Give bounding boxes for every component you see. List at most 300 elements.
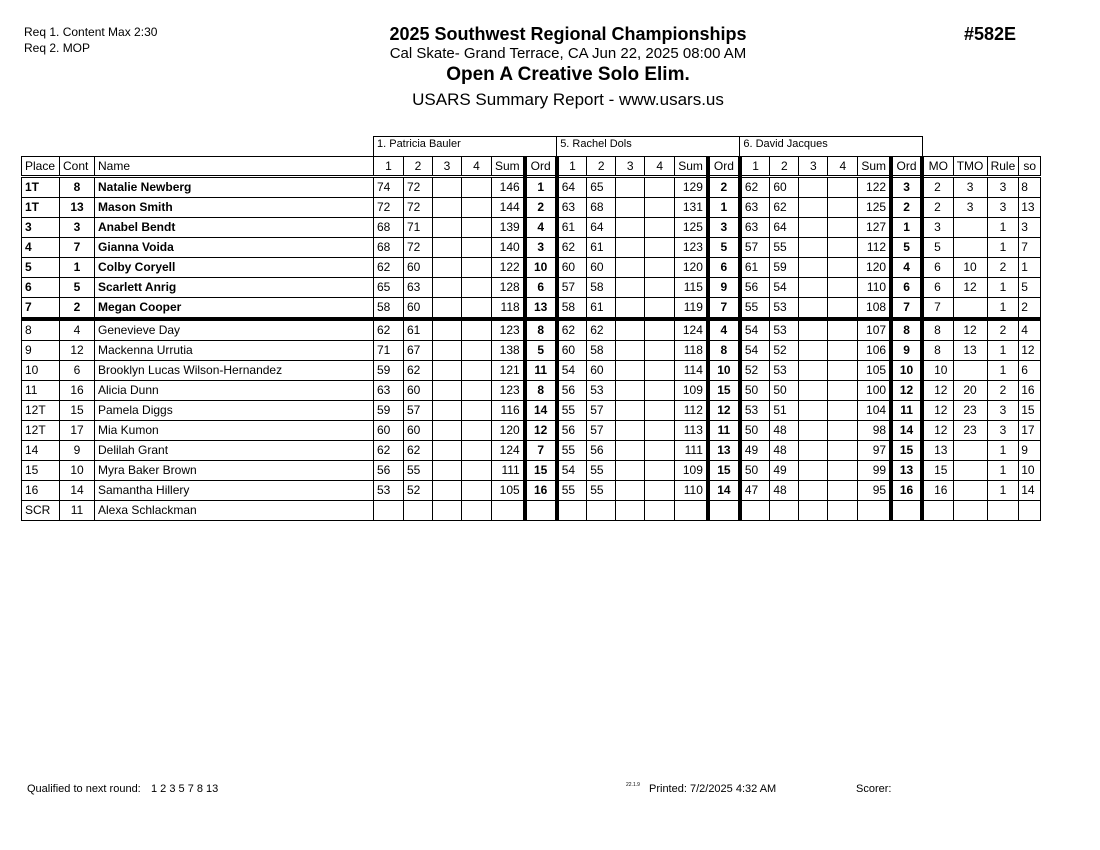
col-rule: Rule — [987, 157, 1019, 177]
tmo-cell — [953, 361, 987, 381]
event-name: Open A Creative Solo Elim. — [446, 64, 690, 85]
col-j2-s1: 1 — [557, 157, 587, 177]
judge-1-score-4 — [462, 381, 492, 401]
so-cell: 5 — [1019, 278, 1041, 298]
col-j1-s4: 4 — [462, 157, 492, 177]
cont-cell: 15 — [60, 401, 95, 421]
judge-1-score-4 — [462, 501, 492, 521]
judge-1-score-3 — [433, 218, 462, 238]
judge-1-score-2: 61 — [404, 319, 433, 341]
tmo-cell — [953, 298, 987, 320]
so-cell: 6 — [1019, 361, 1041, 381]
judge-1-score-3 — [433, 401, 462, 421]
judge-3-score-3 — [799, 501, 828, 521]
judge-2-score-4 — [645, 177, 675, 198]
judge-2-score-2: 60 — [587, 361, 616, 381]
judge-1-ordinal: 7 — [525, 441, 557, 461]
judge-3-ordinal: 8 — [891, 319, 922, 341]
judge-1-score-3 — [433, 298, 462, 320]
cont-cell: 6 — [60, 361, 95, 381]
rule-cell: 1 — [987, 441, 1019, 461]
judge-2-score-1: 60 — [557, 258, 587, 278]
judge-2-score-4 — [645, 501, 675, 521]
judge-3-ordinal: 12 — [891, 381, 922, 401]
judge-1-sum: 123 — [492, 319, 525, 341]
judge-3-score-2: 48 — [770, 441, 799, 461]
judge-2-ordinal: 4 — [708, 319, 740, 341]
tmo-cell: 12 — [953, 319, 987, 341]
judge-2-sum: 113 — [675, 421, 708, 441]
judge-3-score-1 — [740, 501, 770, 521]
judge-2-sum: 123 — [675, 238, 708, 258]
col-j1-ord: Ord — [525, 157, 557, 177]
mo-cell: 13 — [922, 441, 953, 461]
judge-3-score-4 — [828, 341, 858, 361]
place-cell: 6 — [22, 278, 60, 298]
judge-2-score-4 — [645, 341, 675, 361]
tmo-cell: 3 — [953, 198, 987, 218]
mo-cell: 7 — [922, 298, 953, 320]
judge-3-score-3 — [799, 361, 828, 381]
judge-2-ordinal: 6 — [708, 258, 740, 278]
judge-3-score-4 — [828, 361, 858, 381]
so-cell — [1019, 501, 1041, 521]
judge-2-score-3 — [616, 319, 645, 341]
judge-2-score-3 — [616, 218, 645, 238]
judge-1-sum: 118 — [492, 298, 525, 320]
judge-3-score-1: 49 — [740, 441, 770, 461]
table-row — [22, 441, 1041, 461]
judge-2-score-4 — [645, 361, 675, 381]
judge-1-ordinal: 14 — [525, 401, 557, 421]
col-j3-s4: 4 — [828, 157, 858, 177]
judge-2-score-3 — [616, 278, 645, 298]
so-cell: 10 — [1019, 461, 1041, 481]
judge-2-ordinal: 11 — [708, 421, 740, 441]
judge-3-score-3 — [799, 421, 828, 441]
judge-2-score-4 — [645, 401, 675, 421]
judge-2-sum: 110 — [675, 481, 708, 501]
judge-1-score-3 — [433, 177, 462, 198]
judge-1-score-2: 62 — [404, 361, 433, 381]
judge-2-score-1: 55 — [557, 441, 587, 461]
col-j2-s2: 2 — [587, 157, 616, 177]
judge-3-ordinal: 4 — [891, 258, 922, 278]
place-cell: 5 — [22, 258, 60, 278]
name-cell: Delilah Grant — [95, 441, 374, 461]
cont-cell: 17 — [60, 421, 95, 441]
judge-2-ordinal: 14 — [708, 481, 740, 501]
judge-3-score-2: 62 — [770, 198, 799, 218]
table-row — [22, 501, 1041, 521]
mo-cell: 12 — [922, 401, 953, 421]
place-cell: 16 — [22, 481, 60, 501]
judge-1-score-4 — [462, 461, 492, 481]
table-row — [22, 341, 1041, 361]
col-j2-s4: 4 — [645, 157, 675, 177]
rule-cell — [987, 501, 1019, 521]
so-cell: 2 — [1019, 298, 1041, 320]
judge-2-score-2: 56 — [587, 441, 616, 461]
judge-2-sum: 109 — [675, 381, 708, 401]
judge-2-sum: 120 — [675, 258, 708, 278]
judge-3-score-3 — [799, 461, 828, 481]
judge-2-score-4 — [645, 258, 675, 278]
judge-3-ordinal: 11 — [891, 401, 922, 421]
judge-3-score-2: 54 — [770, 278, 799, 298]
judge-1-score-4 — [462, 341, 492, 361]
judge-3-score-1: 50 — [740, 461, 770, 481]
judge-3-score-1: 50 — [740, 381, 770, 401]
judge-2-sum: 109 — [675, 461, 708, 481]
judge-2-ordinal: 12 — [708, 401, 740, 421]
requirement-2: Req 2. MOP — [24, 41, 91, 55]
table-row — [22, 278, 1041, 298]
judge-3-ordinal: 6 — [891, 278, 922, 298]
judge-3-ordinal: 5 — [891, 238, 922, 258]
judge-3-sum: 110 — [858, 278, 891, 298]
judge-1-score-3 — [433, 341, 462, 361]
judge-2-score-2: 64 — [587, 218, 616, 238]
col-j3-sum: Sum — [858, 157, 891, 177]
col-j1-s1: 1 — [374, 157, 404, 177]
so-cell: 17 — [1019, 421, 1041, 441]
qualified-label: Qualified to next round: — [27, 783, 141, 795]
judge-2-score-1: 58 — [557, 298, 587, 320]
judge-3-ordinal: 3 — [891, 177, 922, 198]
name-cell: Alicia Dunn — [95, 381, 374, 401]
judge-2-score-1: 62 — [557, 319, 587, 341]
cont-cell: 7 — [60, 238, 95, 258]
cont-cell: 11 — [60, 501, 95, 521]
cont-cell: 4 — [60, 319, 95, 341]
cont-cell: 3 — [60, 218, 95, 238]
judge-1-score-1: 59 — [374, 361, 404, 381]
judge-1-sum: 105 — [492, 481, 525, 501]
judge-1-score-3 — [433, 381, 462, 401]
judge-3-sum: 120 — [858, 258, 891, 278]
table-row — [22, 461, 1041, 481]
col-j1-sum: Sum — [492, 157, 525, 177]
judge-2-score-2: 58 — [587, 341, 616, 361]
judge-1-ordinal: 15 — [525, 461, 557, 481]
judge-1-score-3 — [433, 501, 462, 521]
mo-cell: 6 — [922, 258, 953, 278]
judge-1-sum — [492, 501, 525, 521]
tmo-cell: 10 — [953, 258, 987, 278]
judge-3-score-3 — [799, 381, 828, 401]
judge-2-ordinal: 9 — [708, 278, 740, 298]
judge-3-score-3 — [799, 238, 828, 258]
judge-2-sum: 125 — [675, 218, 708, 238]
judge-2-sum: 112 — [675, 401, 708, 421]
judge-3-sum: 108 — [858, 298, 891, 320]
judge-2-score-4 — [645, 319, 675, 341]
judge-1-score-4 — [462, 361, 492, 381]
judge-3-score-2: 51 — [770, 401, 799, 421]
judge-1-score-2: 63 — [404, 278, 433, 298]
judge-3-score-3 — [799, 278, 828, 298]
judge-1-sum: 144 — [492, 198, 525, 218]
judge-1-score-1: 68 — [374, 218, 404, 238]
judge-2-ordinal: 7 — [708, 298, 740, 320]
judge-1-ordinal: 6 — [525, 278, 557, 298]
so-cell: 8 — [1019, 177, 1041, 198]
table-row — [22, 198, 1041, 218]
tmo-cell: 23 — [953, 401, 987, 421]
judge-3-sum — [858, 501, 891, 521]
judge-2-score-3 — [616, 298, 645, 320]
judge-2-score-2: 57 — [587, 401, 616, 421]
judge-1-sum: 140 — [492, 238, 525, 258]
judge-1-ordinal: 1 — [525, 177, 557, 198]
rule-cell: 1 — [987, 238, 1019, 258]
so-cell: 12 — [1019, 341, 1041, 361]
judge-3-score-1: 63 — [740, 198, 770, 218]
judge-3-score-4 — [828, 278, 858, 298]
judge-3-score-4 — [828, 319, 858, 341]
judge-2-score-3 — [616, 238, 645, 258]
judge-2-sum: 111 — [675, 441, 708, 461]
col-cont: Cont — [60, 157, 95, 177]
judge-2-ordinal: 13 — [708, 441, 740, 461]
mo-cell: 8 — [922, 319, 953, 341]
tmo-cell: 12 — [953, 278, 987, 298]
judge-2-ordinal: 8 — [708, 341, 740, 361]
col-j1-s2: 2 — [404, 157, 433, 177]
judge-1-score-2: 62 — [404, 441, 433, 461]
judge-2-score-4 — [645, 238, 675, 258]
judge-3-score-3 — [799, 198, 828, 218]
judge-3-score-3 — [799, 481, 828, 501]
judge-1-ordinal: 13 — [525, 298, 557, 320]
judge-1-score-1: 58 — [374, 298, 404, 320]
judge-1-score-3 — [433, 361, 462, 381]
judge-3-score-1: 55 — [740, 298, 770, 320]
name-cell: Megan Cooper — [95, 298, 374, 320]
judge-1-score-1: 59 — [374, 401, 404, 421]
judge-2-score-3 — [616, 341, 645, 361]
mo-cell: 6 — [922, 278, 953, 298]
place-cell: 3 — [22, 218, 60, 238]
judge-1-score-4 — [462, 278, 492, 298]
judge-1-ordinal: 10 — [525, 258, 557, 278]
judge-3-sum: 95 — [858, 481, 891, 501]
judge-2-score-4 — [645, 278, 675, 298]
judge-1-score-3 — [433, 441, 462, 461]
place-cell: 12T — [22, 421, 60, 441]
judge-2-ordinal: 1 — [708, 198, 740, 218]
judge-3-score-2: 50 — [770, 381, 799, 401]
judge-1-ordinal: 16 — [525, 481, 557, 501]
col-j3-s2: 2 — [770, 157, 799, 177]
judge-1-ordinal: 12 — [525, 421, 557, 441]
judge-1-score-4 — [462, 198, 492, 218]
place-cell: 1T — [22, 198, 60, 218]
rule-cell: 1 — [987, 461, 1019, 481]
judge-3-ordinal: 15 — [891, 441, 922, 461]
judge-1-ordinal: 8 — [525, 319, 557, 341]
judge-1-ordinal: 2 — [525, 198, 557, 218]
cont-cell: 2 — [60, 298, 95, 320]
judge-2-score-2: 55 — [587, 481, 616, 501]
name-cell: Gianna Voida — [95, 238, 374, 258]
judge-2-sum: 129 — [675, 177, 708, 198]
judge-3-score-3 — [799, 441, 828, 461]
mo-cell: 2 — [922, 198, 953, 218]
judge-2-score-4 — [645, 381, 675, 401]
name-cell: Genevieve Day — [95, 319, 374, 341]
tmo-cell — [953, 441, 987, 461]
mo-cell: 5 — [922, 238, 953, 258]
judge-3-ordinal — [891, 501, 922, 521]
name-cell: Mackenna Urrutia — [95, 341, 374, 361]
place-cell: 10 — [22, 361, 60, 381]
mo-cell: 10 — [922, 361, 953, 381]
name-cell: Alexa Schlackman — [95, 501, 374, 521]
judge-1-score-4 — [462, 218, 492, 238]
tmo-cell: 23 — [953, 421, 987, 441]
judge-1-score-3 — [433, 198, 462, 218]
place-cell: 1T — [22, 177, 60, 198]
cont-cell: 1 — [60, 258, 95, 278]
judge-1-score-2: 60 — [404, 381, 433, 401]
judge-2-ordinal: 5 — [708, 238, 740, 258]
judge-1-score-4 — [462, 258, 492, 278]
judge-2-score-4 — [645, 218, 675, 238]
judge-2-score-3 — [616, 258, 645, 278]
tmo-cell: 13 — [953, 341, 987, 361]
judge-2-score-1: 57 — [557, 278, 587, 298]
judge-2-score-3 — [616, 481, 645, 501]
judge-1-score-4 — [462, 401, 492, 421]
judges-row — [22, 137, 1041, 157]
judge-3-score-1: 57 — [740, 238, 770, 258]
judge-1-score-4 — [462, 298, 492, 320]
col-j2-ord: Ord — [708, 157, 740, 177]
judge-3-score-4 — [828, 298, 858, 320]
judge-3-score-2: 55 — [770, 238, 799, 258]
col-mo: MO — [922, 157, 953, 177]
judge-3-score-2: 52 — [770, 341, 799, 361]
judge-1-score-2: 72 — [404, 238, 433, 258]
tmo-cell: 20 — [953, 381, 987, 401]
judge-1-score-3 — [433, 258, 462, 278]
cont-cell: 16 — [60, 381, 95, 401]
judge-2-score-2: 62 — [587, 319, 616, 341]
judge-3-score-2: 53 — [770, 361, 799, 381]
judge-2-score-4 — [645, 298, 675, 320]
tmo-cell — [953, 501, 987, 521]
judge-2-score-1: 64 — [557, 177, 587, 198]
judge-3-ordinal: 9 — [891, 341, 922, 361]
judge-1-sum: 121 — [492, 361, 525, 381]
rule-cell: 3 — [987, 421, 1019, 441]
judge-1-ordinal — [525, 501, 557, 521]
judge-1-header: 1. Patricia Bauler — [374, 137, 557, 157]
judge-3-score-3 — [799, 258, 828, 278]
judge-2-score-3 — [616, 177, 645, 198]
scorer-label: Scorer: — [856, 783, 892, 795]
judge-3-score-4 — [828, 177, 858, 198]
judge-2-score-3 — [616, 461, 645, 481]
judge-3-score-4 — [828, 258, 858, 278]
rule-cell: 1 — [987, 341, 1019, 361]
judge-3-sum: 105 — [858, 361, 891, 381]
judge-3-score-1: 62 — [740, 177, 770, 198]
judge-3-score-4 — [828, 481, 858, 501]
judge-2-score-3 — [616, 198, 645, 218]
so-cell: 13 — [1019, 198, 1041, 218]
name-cell: Pamela Diggs — [95, 401, 374, 421]
judge-3-score-4 — [828, 198, 858, 218]
judge-2-score-2: 57 — [587, 421, 616, 441]
judge-1-score-4 — [462, 177, 492, 198]
place-cell: 9 — [22, 341, 60, 361]
judge-2-sum: 118 — [675, 341, 708, 361]
place-cell: 15 — [22, 461, 60, 481]
col-j1-s3: 3 — [433, 157, 462, 177]
judge-3-ordinal: 10 — [891, 361, 922, 381]
mo-cell: 2 — [922, 177, 953, 198]
judge-1-score-2: 55 — [404, 461, 433, 481]
rule-cell: 2 — [987, 319, 1019, 341]
judge-1-score-4 — [462, 238, 492, 258]
judge-3-score-1: 47 — [740, 481, 770, 501]
rule-cell: 2 — [987, 258, 1019, 278]
so-cell: 4 — [1019, 319, 1041, 341]
tmo-cell: 3 — [953, 177, 987, 198]
judge-3-sum: 97 — [858, 441, 891, 461]
so-cell: 15 — [1019, 401, 1041, 421]
judge-1-score-2 — [404, 501, 433, 521]
mo-cell: 12 — [922, 421, 953, 441]
cont-cell: 5 — [60, 278, 95, 298]
judge-1-score-2: 72 — [404, 198, 433, 218]
judge-2-score-3 — [616, 361, 645, 381]
judge-2-score-3 — [616, 421, 645, 441]
judge-3-score-1: 50 — [740, 421, 770, 441]
judge-3-score-1: 54 — [740, 341, 770, 361]
judge-3-sum: 99 — [858, 461, 891, 481]
judge-1-score-1: 62 — [374, 258, 404, 278]
judge-2-ordinal — [708, 501, 740, 521]
judge-2-score-2: 58 — [587, 278, 616, 298]
mo-cell: 16 — [922, 481, 953, 501]
judge-1-score-4 — [462, 319, 492, 341]
place-cell: 11 — [22, 381, 60, 401]
judge-2-score-4 — [645, 441, 675, 461]
judge-3-score-4 — [828, 218, 858, 238]
judge-2-sum — [675, 501, 708, 521]
judge-2-score-3 — [616, 381, 645, 401]
judge-3-ordinal: 16 — [891, 481, 922, 501]
mo-cell — [922, 501, 953, 521]
mo-cell: 15 — [922, 461, 953, 481]
table-row — [22, 421, 1041, 441]
judge-3-sum: 125 — [858, 198, 891, 218]
judge-3-score-1: 56 — [740, 278, 770, 298]
judge-2-score-2: 60 — [587, 258, 616, 278]
name-cell: Samantha Hillery — [95, 481, 374, 501]
judge-3-score-2: 48 — [770, 481, 799, 501]
judge-2-score-2: 61 — [587, 238, 616, 258]
table-row — [22, 319, 1041, 341]
judge-1-score-2: 71 — [404, 218, 433, 238]
place-cell: 8 — [22, 319, 60, 341]
judge-1-ordinal: 3 — [525, 238, 557, 258]
judge-1-score-2: 60 — [404, 258, 433, 278]
